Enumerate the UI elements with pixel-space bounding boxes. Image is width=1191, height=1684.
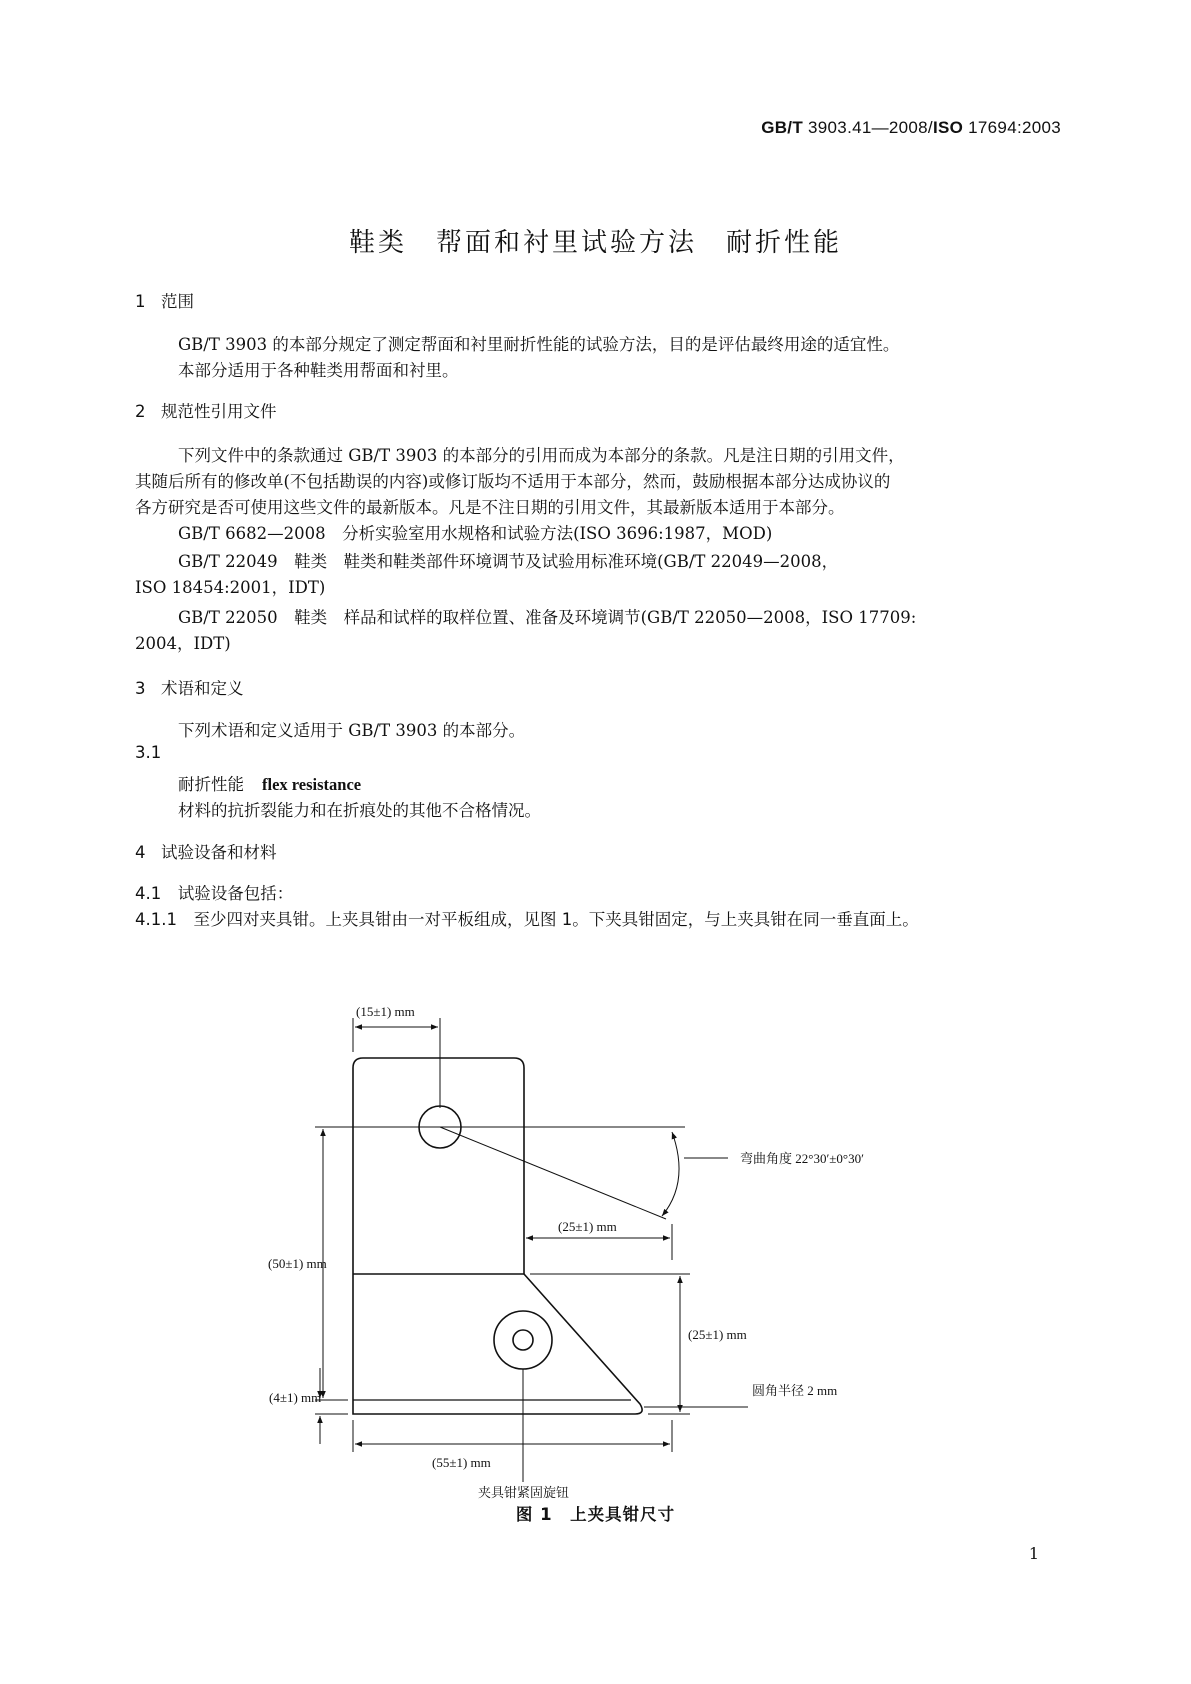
section-title: 试验设备和材料 bbox=[161, 843, 277, 862]
bend-angle-label: 弯曲角度 22°30′±0°30′ bbox=[740, 1151, 864, 1166]
reference-item-cont: ISO 18454:2001，IDT) bbox=[135, 578, 326, 597]
dim-25h-label: (25±1) mm bbox=[558, 1219, 617, 1234]
radius-label: 圆角半径 2 mm bbox=[752, 1383, 838, 1398]
reference-item-cont: 2004，IDT) bbox=[135, 634, 231, 653]
header-gbt: GB/T bbox=[761, 118, 804, 137]
reference-item: GB/T 22050 鞋类 样品和试样的取样位置、准备及环境调节(GB/T 22050—2008，ISO 17709: bbox=[178, 608, 917, 627]
header-iso: ISO bbox=[932, 118, 964, 137]
paragraph: GB/T 3903 的本部分规定了测定帮面和衬里耐折性能的试验方法，目的是评估最终用途的适宜性。 bbox=[178, 335, 900, 354]
term-chinese: 耐折性能 bbox=[178, 775, 244, 794]
header-iso-number: 17694:2003 bbox=[968, 118, 1061, 137]
reference-item: GB/T 6682—2008 分析实验室用水规格和试验方法(ISO 3696:1987，MOD) bbox=[178, 524, 773, 543]
header-std-number: 3903.41—2008/ bbox=[808, 118, 933, 137]
section-number: 4 bbox=[135, 843, 146, 862]
knob-inner bbox=[513, 1330, 533, 1350]
paragraph: 下列术语和定义适用于 GB/T 3903 的本部分。 bbox=[178, 721, 526, 740]
section-number: 2 bbox=[135, 402, 146, 421]
paragraph: 本部分适用于各种鞋类用帮面和衬里。 bbox=[178, 361, 459, 380]
page-number: 1 bbox=[1028, 1544, 1039, 1563]
section-number: 1 bbox=[135, 292, 146, 311]
bend-line bbox=[440, 1127, 666, 1219]
document-title: 鞋类 帮面和衬里试验方法 耐折性能 bbox=[348, 228, 842, 258]
dim-15-label: (15±1) mm bbox=[356, 1004, 415, 1019]
dim-50-label: (50±1) mm bbox=[268, 1256, 327, 1271]
section-number: 3 bbox=[135, 679, 146, 698]
subsection-number: 3.1 bbox=[135, 743, 162, 762]
clause-4-1-1: 4.1.1 至少四对夹具钳。上夹具钳由一对平板组成，见图 1。下夹具钳固定，与上夹具钳在同一垂直面上。 bbox=[135, 910, 919, 929]
knob-label: 夹具钳紧固旋钮 bbox=[478, 1485, 570, 1500]
paragraph-line: 其随后所有的修改单(不包括勘误的内容)或修订版均不适用于本部分，然而，鼓励根据本部分达成协议的 bbox=[135, 472, 891, 491]
clause-4-1: 4.1 试验设备包括： bbox=[135, 884, 294, 903]
upper-plate-outline bbox=[353, 1058, 524, 1274]
section-title: 术语和定义 bbox=[161, 679, 244, 698]
dim-55-label: (55±1) mm bbox=[432, 1455, 491, 1470]
dim-4-label: (4±1) mm bbox=[269, 1390, 322, 1405]
lower-plate-outline bbox=[353, 1274, 642, 1414]
knob-outer bbox=[494, 1311, 552, 1369]
dim-25v-label: (25±1) mm bbox=[688, 1327, 747, 1342]
section-title: 规范性引用文件 bbox=[161, 402, 277, 421]
figure-caption: 图 1 上夹具钳尺寸 bbox=[515, 1505, 676, 1524]
term-definition: 材料的抗折裂能力和在折痕处的其他不合格情况。 bbox=[178, 801, 541, 820]
angle-arc bbox=[662, 1132, 679, 1216]
reference-item: GB/T 22049 鞋类 鞋类和鞋类部件环境调节及试验用标准环境(GB/T 22049—2008， bbox=[178, 552, 839, 571]
section-title: 范围 bbox=[161, 292, 194, 311]
paragraph: 下列文件中的条款通过 GB/T 3903 的本部分的引用而成为本部分的条款。凡是注日期的引用文件， bbox=[178, 446, 905, 465]
term-english: flex resistance bbox=[262, 775, 362, 794]
paragraph-line: 各方研究是否可使用这些文件的最新版本。凡是不注日期的引用文件，其最新版本适用于本部分。 bbox=[135, 498, 845, 517]
